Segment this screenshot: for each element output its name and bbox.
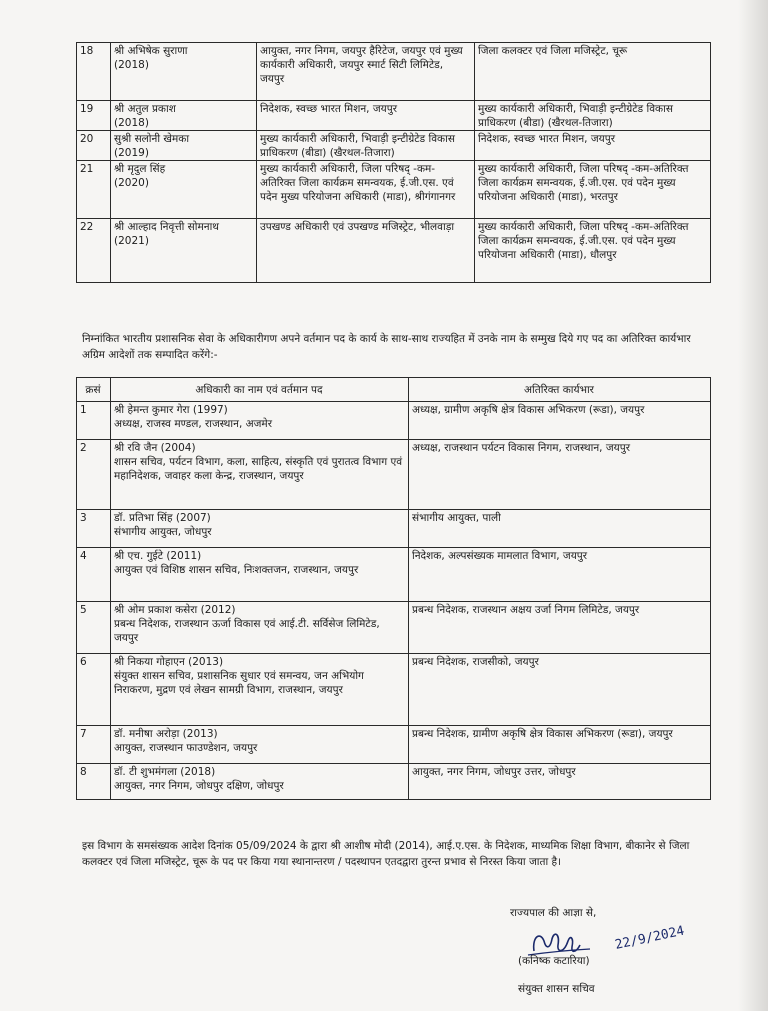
table-row <box>77 101 711 131</box>
signatory-name: (कनिष्क कटारिया) <box>518 955 590 967</box>
table-row <box>77 726 711 764</box>
officer-name: श्री एच. गुईटे (2011) <box>114 550 202 562</box>
table-row <box>77 510 711 548</box>
officer-cell <box>111 548 409 602</box>
additional-charge-intro: निम्नांकित भारतीय प्रशासनिक सेवा के अधिकारीगण अपने वर्तमान पद के कार्य के साथ-साथ राज्यहित में उनके नाम के सम्मुख दिये गए पद का अतिरिक्त कार्यभार अग्रिम आदेशों तक सम्पादित करेंगे:- <box>82 333 691 361</box>
officer-name: श्री आल्हाद निवृत्ती सोमनाथ <box>114 221 220 233</box>
current-post-cell: आयुक्त, नगर निगम, जयपुर हैरिटेज, जयपुर एवं मुख्य कार्यकारी अधिकारी, जयपुर स्मार्ट सिटी लिमिटेड, जयपुर <box>257 43 475 101</box>
new-post-cell: निदेशक, स्वच्छ भारत मिशन, जयपुर <box>475 131 711 161</box>
officer-post: शासन सचिव, पर्यटन विभाग, कला, साहित्य, संस्कृति एवं पुरातत्व विभाग एवं महानिदेशक, जवाहर कला केन्द्र, राजस्थान, जयपुर <box>114 456 403 482</box>
cancellation-paragraph: इस विभाग के समसंख्यक आदेश दिनांक 05/09/2024 के द्वारा श्री आशीष मोदी (2014), आई.ए.एस. के निदेशक, माध्यमिक शिक्षा विभाग, बीकानेर से जिला कलक्टर एवं जिला मजिस्ट्रेट, चूरू के पद पर किया गया स्थानान्तरण / पदस्थापन एतदद्वारा तुरन्त प्रभाव से निरस्त किया जाता है। <box>82 840 690 868</box>
officer-name: श्री अतुल प्रकाश <box>114 103 176 115</box>
officer-name-cell <box>111 43 257 101</box>
additional-charge-cell: प्रबन्ध निदेशक, ग्रामीण अकृषि क्षेत्र विकास अभिकरण (रूडा), जयपुर <box>409 726 711 764</box>
additional-charge-cell: निदेशक, अल्पसंख्यक मामलात विभाग, जयपुर <box>409 548 711 602</box>
batch-year: (2019) <box>114 147 149 159</box>
additional-charge-cell: प्रबन्ध निदेशक, राजस्थान अक्षय उर्जा निगम लिमिटेड, जयपुर <box>409 602 711 654</box>
serial-cell: 19 <box>77 101 111 131</box>
officer-name: श्री हेमन्त कुमार गेरा (1997) <box>114 404 228 416</box>
column-header-charge: अतिरिक्त कार्यभार <box>409 378 711 402</box>
batch-year: (2018) <box>114 117 149 129</box>
table-row <box>77 602 711 654</box>
table-row <box>77 161 711 219</box>
table-row <box>77 219 711 283</box>
current-post-cell: उपखण्ड अधिकारी एवं उपखण्ड मजिस्ट्रेट, भीलवाड़ा <box>257 219 475 283</box>
officer-name: श्री मृदुल सिंह <box>114 163 166 175</box>
officer-name: श्री अभिषेक सुराणा <box>114 45 188 57</box>
officer-post: संभागीय आयुक्त, जोधपुर <box>114 526 212 538</box>
officer-name: सुश्री सलोनी खेमका <box>114 133 190 145</box>
officer-post: संयुक्त शासन सचिव, प्रशासनिक सुधार एवं समन्वय, जन अभियोग निराकरण, मुद्रण एवं लेखन सामग्री विभाग, राजस्थान, जयपुर <box>114 670 364 696</box>
table-row <box>77 440 711 510</box>
current-post-cell: मुख्य कार्यकारी अधिकारी, जिला परिषद् -कम-अतिरिक्त जिला कार्यक्रम समन्वयक, ई.जी.एस. एवं पदेन मुख्य परियोजना अधिकारी (माडा), श्रीगंगानगर <box>257 161 475 219</box>
handwritten-date: 22/9/2024 <box>613 923 686 953</box>
batch-year: (2018) <box>114 59 149 71</box>
signatory-designation: संयुक्त शासन सचिव <box>518 983 595 995</box>
batch-year: (2021) <box>114 235 149 247</box>
serial-cell: 5 <box>77 602 111 654</box>
batch-year: (2020) <box>114 177 149 189</box>
additional-charge-cell: अध्यक्ष, ग्रामीण अकृषि क्षेत्र विकास अभिकरण (रूडा), जयपुर <box>409 402 711 440</box>
page-edge-shadow <box>738 0 768 1011</box>
serial-cell: 1 <box>77 402 111 440</box>
officer-cell <box>111 440 409 510</box>
officer-name: श्री ओम प्रकाश कसेरा (2012) <box>114 604 236 616</box>
serial-cell: 22 <box>77 219 111 283</box>
officer-cell <box>111 602 409 654</box>
officer-name: डॉ. टी शुभमंगला (2018) <box>114 766 216 778</box>
new-post-cell: जिला कलक्टर एवं जिला मजिस्ट्रेट, चूरू <box>475 43 711 101</box>
additional-charge-table <box>76 377 711 800</box>
officer-name: श्री रवि जैन (2004) <box>114 442 196 454</box>
officer-name: श्री निकया गोहाएन (2013) <box>114 656 224 668</box>
table-row <box>77 43 711 101</box>
officer-name-cell <box>111 101 257 131</box>
serial-cell: 7 <box>77 726 111 764</box>
new-post-cell: मुख्य कार्यकारी अधिकारी, जिला परिषद् -कम-अतिरिक्त जिला कार्यक्रम समन्वयक, ई.जी.एस. एवं पदेन मुख्य परियोजना अधिकारी (माडा), भरतपुर <box>475 161 711 219</box>
additional-charge-cell: प्रबन्ध निदेशक, राजसीको, जयपुर <box>409 654 711 726</box>
additional-charge-cell: संभागीय आयुक्त, पाली <box>409 510 711 548</box>
table-row <box>77 654 711 726</box>
officer-post: आयुक्त, नगर निगम, जोधपुर दक्षिण, जोधपुर <box>114 780 284 792</box>
additional-charge-cell: आयुक्त, नगर निगम, जोधपुर उत्तर, जोधपुर <box>409 764 711 800</box>
serial-cell: 4 <box>77 548 111 602</box>
officer-name-cell <box>111 161 257 219</box>
officer-cell <box>111 726 409 764</box>
officer-name-cell <box>111 131 257 161</box>
serial-cell: 8 <box>77 764 111 800</box>
current-post-cell: निदेशक, स्वच्छ भारत मिशन, जयपुर <box>257 101 475 131</box>
officer-post: आयुक्त एवं विशिष्ठ शासन सचिव, निःशक्तजन, राजस्थान, जयपुर <box>114 564 359 576</box>
serial-cell: 2 <box>77 440 111 510</box>
new-post-cell: मुख्य कार्यकारी अधिकारी, जिला परिषद् -कम-अतिरिक्त जिला कार्यक्रम समन्वयक, ई.जी.एस. एवं पदेन मुख्य परियोजना अधिकारी (माडा), धौलपुर <box>475 219 711 283</box>
officer-name-cell <box>111 219 257 283</box>
officer-cell <box>111 402 409 440</box>
officer-name: डॉ. प्रतिभा सिंह (2007) <box>114 512 211 524</box>
officer-cell <box>111 510 409 548</box>
serial-cell: 20 <box>77 131 111 161</box>
officer-name: डॉ. मनीषा अरोड़ा (2013) <box>114 728 218 740</box>
transfer-table-continued <box>76 42 711 283</box>
table-row <box>77 131 711 161</box>
serial-cell: 3 <box>77 510 111 548</box>
table-row <box>77 402 711 440</box>
officer-post: अध्यक्ष, राजस्व मण्डल, राजस्थान, अजमेर <box>114 418 273 430</box>
officer-cell <box>111 654 409 726</box>
current-post-cell: मुख्य कार्यकारी अधिकारी, भिवाड़ी इन्टीग्रेटेड विकास प्राधिकरण (बीडा) (खैरथल-तिजारा) <box>257 131 475 161</box>
order-line: राज्यपाल की आज्ञा से, <box>510 907 597 919</box>
column-header-serial: क्रसं <box>77 378 111 402</box>
serial-cell: 18 <box>77 43 111 101</box>
serial-cell: 6 <box>77 654 111 726</box>
table-row <box>77 764 711 800</box>
officer-post: प्रबन्ध निदेशक, राजस्थान ऊर्जा विकास एवं आई.टी. सर्विसेज लिमिटेड, जयपुर <box>114 618 380 644</box>
new-post-cell: मुख्य कार्यकारी अधिकारी, भिवाड़ी इन्टीग्रेटेड विकास प्राधिकरण (बीडा) (खैरथल-तिजारा) <box>475 101 711 131</box>
table-row <box>77 548 711 602</box>
officer-post: आयुक्त, राजस्थान फाउण्डेशन, जयपुर <box>114 742 258 754</box>
officer-cell <box>111 764 409 800</box>
column-header-officer: अधिकारी का नाम एवं वर्तमान पद <box>111 378 409 402</box>
serial-cell: 21 <box>77 161 111 219</box>
additional-charge-cell: अध्यक्ष, राजस्थान पर्यटन विकास निगम, राजस्थान, जयपुर <box>409 440 711 510</box>
